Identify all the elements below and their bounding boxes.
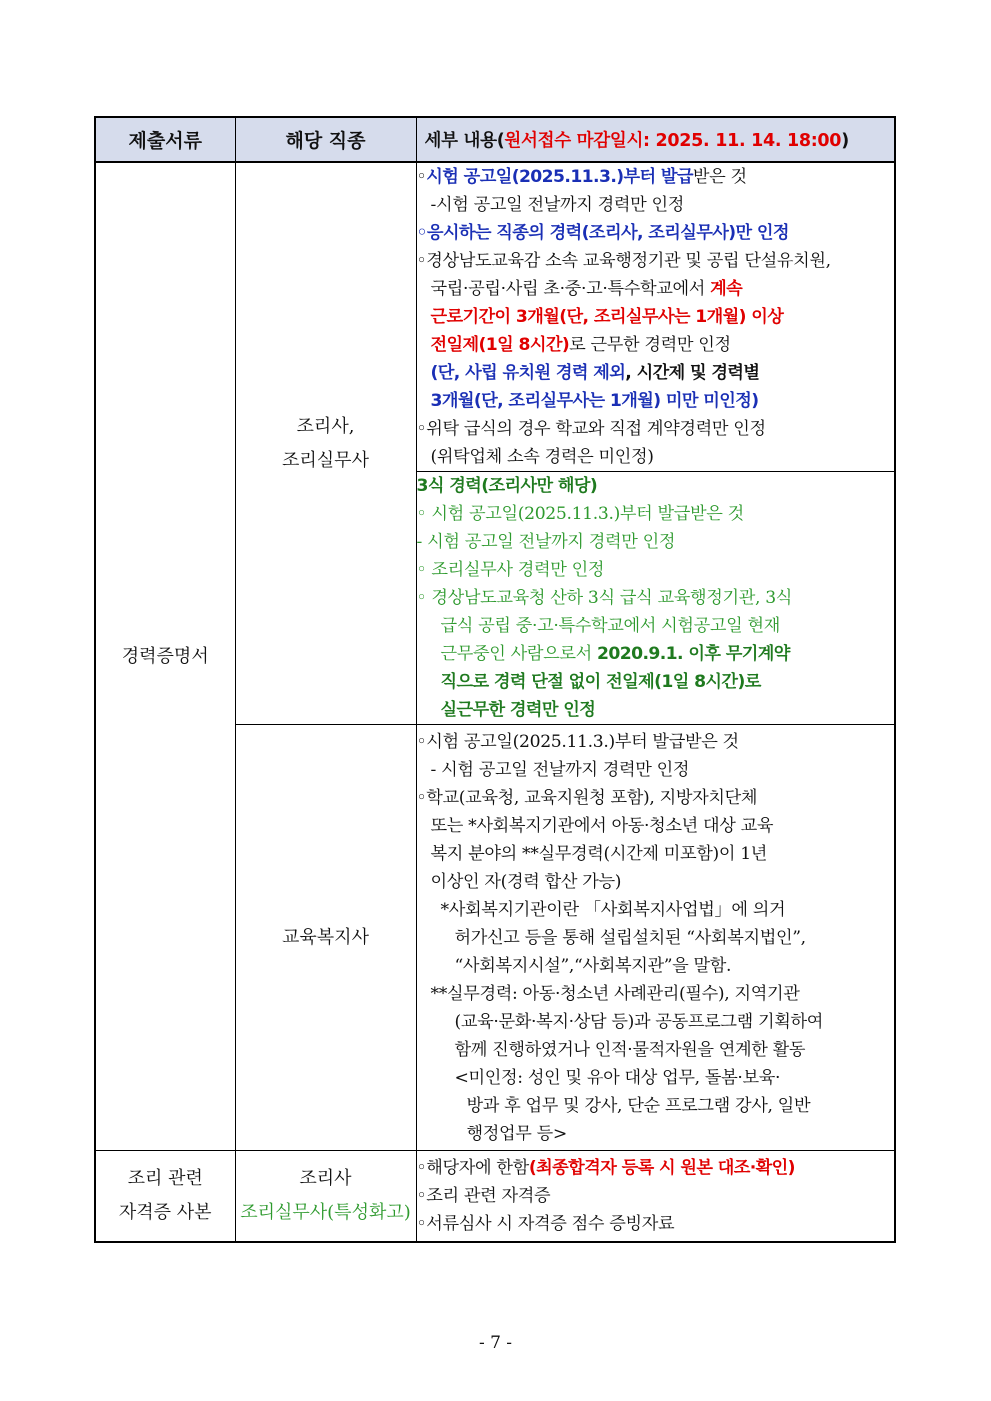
- detail-line: 허가신고 등을 통해 설립설치된 “사회복지법인”,: [454, 927, 806, 948]
- detail-line: ◦조리 관련 자격증: [416, 1186, 551, 1206]
- three-meal-title: 3식 경력(조리사만 해당): [416, 476, 598, 496]
- detail-line: 급식 공립 중·고·특수학교에서 시험공고일 현재: [440, 616, 780, 636]
- header-documents: 제출서류: [95, 117, 235, 162]
- detail-line: 이상인 자(경력 합산 가능): [430, 871, 622, 892]
- detail-line: 실근무한 경력만 인정: [440, 700, 596, 720]
- page-number: - 7 -: [478, 1333, 513, 1353]
- header-job-type: 해당 직종: [235, 117, 416, 162]
- welfare-career-details: [416, 725, 895, 1151]
- detail-line: <미인정: 성인 및 유아 대상 업무, 돌봄·보육·: [454, 1067, 781, 1088]
- detail-line: - 시험 공고일 전날까지 경력만 인정: [416, 532, 676, 552]
- detail-line: 3개월(단, 조리실무사는 1개월) 미만 미인정): [430, 391, 759, 411]
- cook-career-details: [416, 162, 895, 472]
- detail-line: ◦시험 공고일(2025.11.3.)부터 발급받은 것: [416, 167, 747, 187]
- detail-line: ◦ 조리실무사 경력만 인정: [416, 560, 605, 580]
- detail-line: (위탁업체 소속 경력은 미인정): [430, 447, 654, 467]
- detail-line: 근로기간이 3개월(단, 조리실무사는 1개월) 이상: [430, 307, 784, 327]
- header-details: 세부 내용(원서접수 마감일시: 2025. 11. 14. 18:00): [416, 117, 895, 162]
- detail-line: 복지 분야의 **실무경력(시간제 미포함)이 1년: [430, 843, 768, 864]
- header-details-label: 세부 내용(: [424, 131, 505, 151]
- detail-line: 함께 진행하였거나 인적·물적자원을 연계한 활동: [454, 1039, 806, 1060]
- detail-line: *사회복지기관이란 「사회복지사업법」에 의거: [440, 899, 786, 920]
- three-meal-career-details: [416, 472, 895, 725]
- license-details: [416, 1151, 895, 1243]
- detail-line: ◦해당자에 한함(최종합격자 등록 시 원본 대조·확인): [416, 1158, 795, 1178]
- table-row: [95, 162, 895, 472]
- detail-line: ◦ 경상남도교육청 산하 3식 급식 교육행정기관, 3식: [416, 588, 793, 608]
- detail-line: - 시험 공고일 전날까지 경력만 인정: [430, 759, 690, 780]
- detail-line: 행정업무 등>: [466, 1123, 567, 1144]
- detail-line: 전일제(1일 8시간)로 근무한 경력만 인정: [430, 335, 731, 355]
- detail-line: 방과 후 업무 및 강사, 단순 프로그램 강사, 일반: [466, 1095, 811, 1116]
- doc-license-copy: 조리 관련 자격증 사본: [95, 1151, 235, 1243]
- application-deadline: 원서접수 마감일시: 2025. 11. 14. 18:00: [504, 131, 842, 151]
- detail-line: ◦응시하는 직종의 경력(조리사, 조리실무사)만 인정: [416, 223, 789, 243]
- detail-line: ◦시험 공고일(2025.11.3.)부터 발급받은 것: [416, 731, 739, 752]
- requirements-table: [94, 116, 896, 1243]
- detail-line: (교육·문화·복지·상담 등)과 공동프로그램 기획하여: [454, 1011, 823, 1032]
- detail-line: ◦ 시험 공고일(2025.11.3.)부터 발급받은 것: [416, 504, 744, 524]
- job-license: 조리사 조리실무사(특성화고): [235, 1151, 416, 1243]
- detail-line: -시험 공고일 전날까지 경력만 인정: [430, 195, 684, 215]
- detail-line: ◦경상남도교육감 소속 교육행정기관 및 공립 단설유치원,: [416, 251, 831, 271]
- detail-line: **실무경력: 아동·청소년 사례관리(필수), 지역기관: [430, 983, 800, 1004]
- detail-line: 직으로 경력 단절 없이 전일제(1일 8시간)로: [440, 672, 761, 692]
- job-education-welfare: 교육복지사: [235, 725, 416, 1151]
- detail-line: ◦서류심사 시 자격증 점수 증빙자료: [416, 1214, 675, 1234]
- detail-line: “사회복지시설”,“사회복지관”을 말함.: [454, 955, 732, 976]
- job-cook: 조리사, 조리실무사: [235, 162, 416, 725]
- doc-career-certificate: 경력증명서: [95, 162, 235, 1151]
- detail-line: 국립·공립·사립 초·중·고·특수학교에서 계속: [430, 279, 743, 299]
- detail-line: ◦위탁 급식의 경우 학교와 직접 계약경력만 인정: [416, 419, 766, 439]
- detail-line: (단, 사립 유치원 경력 제외, 시간제 및 경력별: [430, 363, 760, 383]
- detail-line: ◦학교(교육청, 교육지원청 포함), 지방자치단체: [416, 787, 758, 808]
- detail-line: 또는 *사회복지기관에서 아동·청소년 대상 교육: [430, 815, 774, 836]
- table-header-row: [95, 117, 895, 162]
- table-row: [95, 1151, 895, 1243]
- detail-line: 근무중인 사람으로서 2020.9.1. 이후 무기계약: [440, 644, 790, 664]
